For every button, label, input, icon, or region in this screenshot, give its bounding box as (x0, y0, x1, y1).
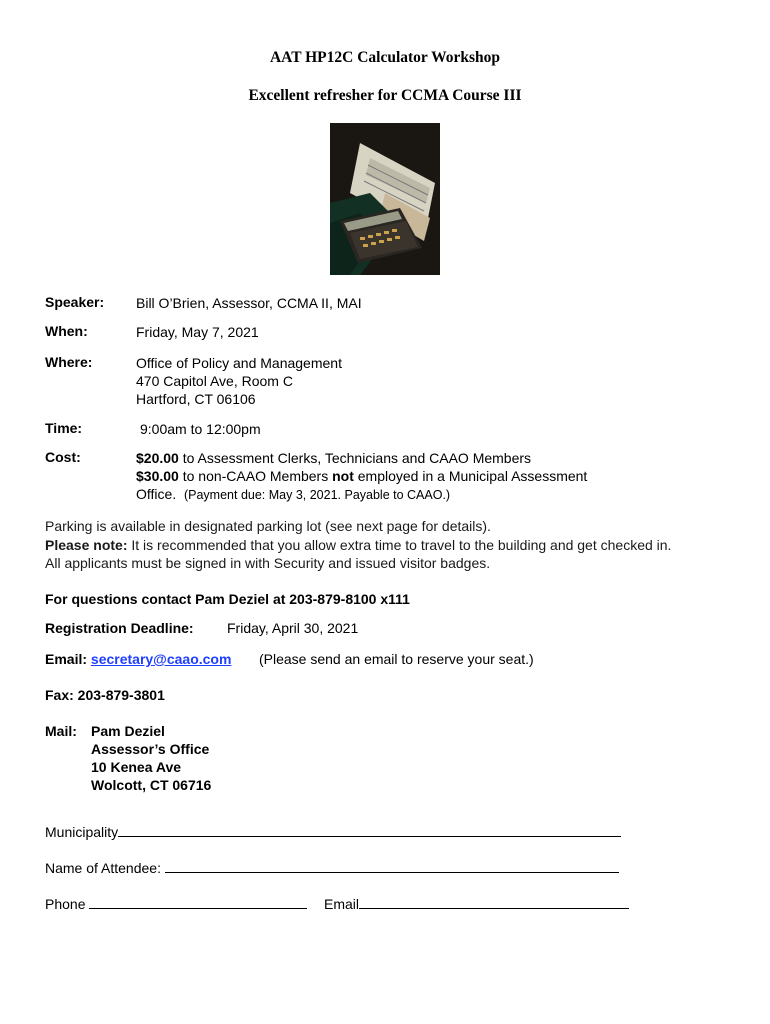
municipality-label: Municipality (45, 824, 119, 840)
phone-field (45, 894, 307, 913)
please-note-line (45, 536, 671, 555)
municipality-blank[interactable] (118, 822, 621, 837)
deadline-value: Friday, April 30, 2021 (227, 620, 359, 636)
fax-number: Fax: 203-879-3801 (45, 687, 165, 703)
questions-contact: For questions contact Pam Deziel at 203-879-8100 x111 (45, 591, 410, 607)
when-value: Friday, May 7, 2021 (136, 324, 259, 340)
email-line (45, 650, 231, 668)
calculator-photo (330, 123, 440, 275)
when-label: When: (45, 323, 88, 339)
email-label: Email: (45, 651, 91, 667)
notes-block (45, 517, 671, 573)
security-note: All applicants must be signed in with Security and issued visitor badges. (45, 555, 491, 571)
where-line: 470 Capitol Ave, Room C (136, 373, 293, 389)
mail-line: 10 Kenea Ave (91, 759, 182, 775)
cost-line-members (136, 449, 587, 467)
where-line: Office of Policy and Management (136, 355, 342, 371)
phone-label: Phone (45, 896, 90, 912)
where-label: Where: (45, 354, 93, 370)
cost-line-office (136, 485, 587, 504)
mail-line: Pam Deziel (91, 723, 165, 739)
mail-line: Assessor’s Office (91, 741, 210, 757)
mail-address (91, 722, 211, 794)
email-field (324, 894, 629, 913)
please-note-label: Please note: (45, 536, 128, 553)
attendee-label: Name of Attendee: (45, 860, 165, 876)
cost-not-emphasis: not (332, 468, 354, 484)
payment-note: (Payment due: May 3, 2021. Payable to CAAO.) (183, 488, 451, 502)
email-note: (Please send an email to reserve your seat.) (259, 651, 534, 667)
speaker-value: Bill O’Brien, Assessor, CCMA II, MAI (136, 295, 362, 311)
time-value: 9:00am to 12:00pm (140, 421, 261, 437)
where-line: Hartford, CT 06106 (136, 391, 256, 407)
cost-line-nonmembers (136, 467, 587, 485)
deadline-label: Registration Deadline: (45, 620, 194, 636)
mail-line: Wolcott, CT 06716 (91, 777, 212, 793)
cost-price-members: $20.00 (136, 450, 179, 466)
speaker-label: Speaker: (45, 294, 105, 310)
municipality-field (45, 822, 621, 841)
where-address (136, 354, 342, 408)
cost-details (136, 449, 587, 504)
attendee-blank[interactable] (165, 858, 619, 873)
mail-label: Mail: (45, 723, 77, 739)
cost-office-text: Office. (136, 486, 177, 502)
email-field-label: Email (324, 896, 360, 912)
please-note-text: It is recommended that you allow extra time to travel to the building and get checked in. (127, 536, 672, 553)
cost-label: Cost: (45, 449, 81, 465)
attendee-field (45, 858, 619, 877)
page-title: AAT HP12C Calculator Workshop (269, 49, 501, 66)
email-blank[interactable] (359, 894, 629, 909)
cost-members-text: to Assessment Clerks, Technicians and CAAO Members (178, 450, 532, 466)
cost-price-nonmembers: $30.00 (136, 468, 179, 484)
email-link[interactable]: secretary@caao.com (90, 651, 232, 667)
phone-blank[interactable] (89, 894, 307, 909)
parking-note: Parking is available in designated parking lot (see next page for details). (45, 518, 491, 534)
time-label: Time: (45, 420, 83, 436)
cost-nonmembers-text-a: to non-CAAO Members (178, 468, 333, 484)
page-subtitle: Excellent refresher for CCMA Course III (248, 87, 522, 104)
cost-nonmembers-text-b: employed in a Municipal Assessment (353, 468, 588, 484)
